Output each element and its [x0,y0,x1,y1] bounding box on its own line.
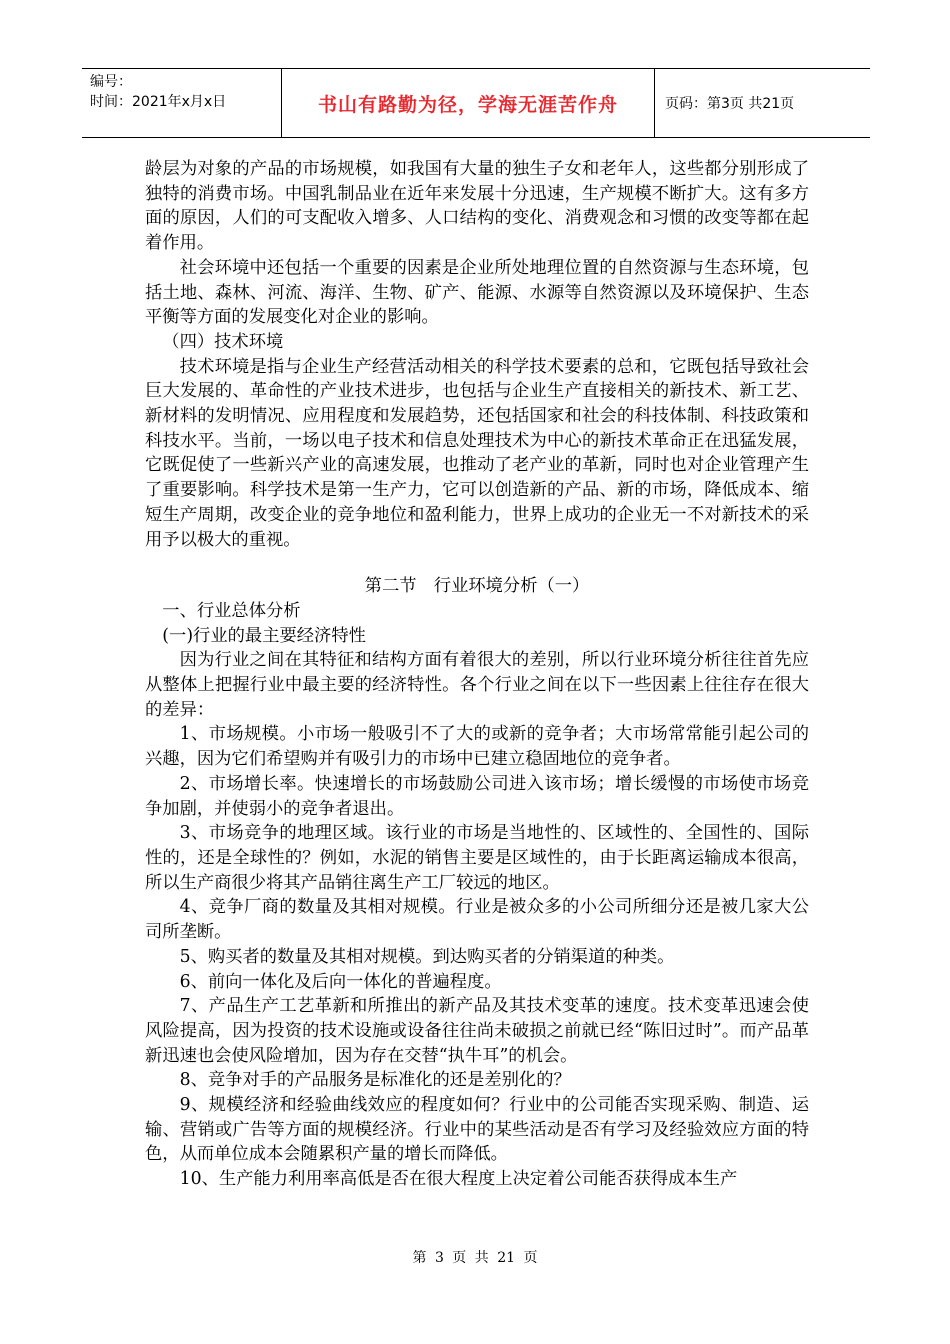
paragraph: 因为行业之间在其特征和结构方面有着很大的差别，所以行业环境分析往往首先应从整体上把握行业中最主要的经济特性。各个行业之间在以下一些因素上往往存在很大的差异： [145,650,809,720]
page-footer: 第 3 页 共 21 页 [412,1250,538,1266]
list-item: 10、生产能力利用率高低是否在很大程度上决定着公司能否获得成本生产 [179,1169,738,1190]
list-item: 1、市场规模。小市场一般吸引不了大的或新的竞争者；大市场常常能引起公司的兴趣，因为它们希望购并有吸引力的市场中已建立稳固地位的竞争者。 [145,724,809,770]
paragraph: 技术环境是指与企业生产经营活动相关的科学技术要素的总和，它既包括导致社会巨大发展的、革命性的产业技术进步，也包括与企业生产直接相关的新技术、新工艺、新材料的发明情况、应用程度和发展趋势，还包括国家和社会的科技体制、科技政策和科技水平。当前，一场以电子技术和信息处理技术为中心的新技术革命正在迅猛发展，它既促使了一些新兴产业的高速发展，也推动了老产业的革新，同时也对企业管理产生了重要影响。科学技术是第一生产力，它可以创造新的产品、新的市场，降低成本、缩短生产周期，改变企业的竞争地位和盈利能力，世界上成功的企业无一不对新技术的采用予以极大的重视。 [145,356,809,550]
header-meta [82,69,282,137]
header-date-label: 时间：2021年x月x日 [90,94,227,110]
list-item: 3、市场竞争的地理区域。该行业的市场是当地性的、区域性的、全国性的、国际性的，还是全球性的？例如，水泥的销售主要是区域性的，由于长距离运输成本很高，所以生产商很少将其产品销往离生产工厂较远的地区。 [145,823,809,893]
heading-level-2: (一)行业的最主要经济特性 [162,625,366,646]
list-item: 4、竞争厂商的数量及其相对规模。行业是被众多的小公司所细分还是被几家大公司所垄断。 [145,897,809,943]
list-item: 2、市场增长率。快速增长的市场鼓励公司进入该市场；增长缓慢的市场使市场竞争加剧，并使弱小的竞争者退出。 [145,773,809,819]
paragraph: 社会环境中还包括一个重要的因素是企业所处地理位置的自然资源与生态环境，包括土地、森林、河流、海洋、生物、矿产、能源、水源等自然资源以及环境保护、生态平衡等方面的发展变化对企业的影响。 [145,257,809,328]
header-motto: 书山有路勤为径，学海无涯苦作舟 [282,69,655,137]
subsection-heading: （四）技术环境 [162,331,284,352]
paragraph: 龄层为对象的产品的市场规模，如我国有大量的独生子女和老年人，这些都分别形成了独特的消费市场。中国乳制品业在近年来发展十分迅速，生产规模不断扩大。这有多方面的原因，人们的可支配收入增多、人口结构的变化、消费观念和习惯的改变等都在起着作用。 [145,159,809,254]
document-body [145,157,809,1192]
list-item: 9、规模经济和经验曲线效应的程度如何？行业中的公司能否实现采购、制造、运输、营销或广告等方面的规模经济。行业中的某些活动是否有学习及经验效应方面的特色，从而单位成本会随累积产量的增长而降低。 [145,1095,809,1165]
list-item: 7、产品生产工艺革新和所推出的新产品及其技术变革的速度。技术变革迅速会使风险提高，因为投资的技术设施或设备往往尚未破损之前就已经“陈旧过时”。而产品革新迅速也会使风险增加，因为存在交替“执牛耳”的机会。 [145,996,809,1066]
header-page-label: 页码：第3页 共21页 [665,96,795,112]
section-title: 第二节 行业环境分析（一） [364,576,590,597]
header-number-label: 编号： [90,74,132,90]
list-item: 6、前向一体化及后向一体化的普遍程度。 [179,971,502,992]
spacer [145,552,809,574]
list-item: 8、竞争对手的产品服务是标准化的还是差别化的？ [179,1070,571,1091]
list-item: 5、购买者的数量及其相对规模。到达购买者的分销渠道的种类。 [179,946,675,967]
heading-level-1: 一、行业总体分析 [162,600,301,621]
page-header [82,68,870,138]
